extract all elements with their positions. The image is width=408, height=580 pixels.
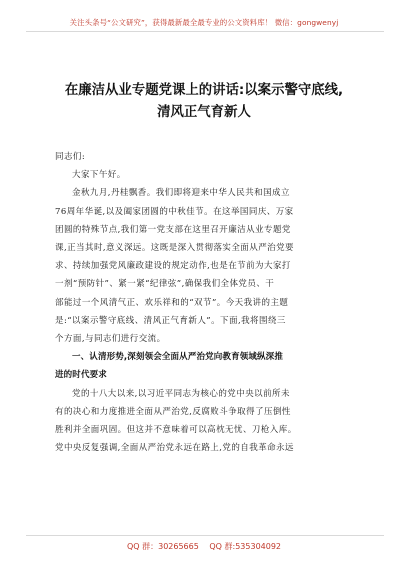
- footer-qq-group-2: QQ 群:535304092: [209, 542, 282, 551]
- title-line-1: 在廉洁从业专题党课上的讲话:以案示警守底线,: [64, 83, 344, 98]
- paragraph-line: 金秋九月,丹桂飘香。我们即将迎来中华人民共和国成立: [72, 188, 290, 199]
- paragraph-line: 求、持续加强党风廉政建设的规定动作,也是在节前为大家打: [55, 261, 291, 272]
- paragraph-line: 有的决心和力度推进全面从严治党,反腐败斗争取得了压倒性: [55, 406, 291, 417]
- header-divider: [26, 31, 384, 32]
- paragraph-line: 团圆的特殊节点,我们第一党支部在这里召开廉洁从业专题党: [55, 224, 291, 235]
- paragraph-line: 党的十八大以来,以习近平同志为核心的党中央以前所未: [72, 388, 290, 399]
- header-promo-text: 关注头条号“公文研究”，获得最新最全最专业的公文资料库！ 微信：gongwenyj: [69, 18, 339, 27]
- paragraph-line: 胜利并全面巩固。但这并不意味着可以高枕无忧、刀枪入库。: [55, 425, 297, 436]
- paragraph-line: 76周年华诞,以及阖家团圆的中秋佳节。在这举国同庆、万家: [55, 206, 294, 217]
- paragraph-section-1: [55, 385, 351, 458]
- paragraph-line: 党中央反复强调,全面从严治党永远在路上,党的自我革命永远: [55, 443, 295, 454]
- section-heading-line: 一、认清形势,深刻领会全面从严治党向教育领域纵深推: [72, 352, 283, 363]
- paragraph-line: 个方面,与同志们进行交流。: [55, 334, 166, 345]
- document-title: [0, 80, 408, 124]
- document-body: [55, 148, 351, 457]
- section-1-heading: [55, 348, 351, 384]
- footer-contact: [0, 541, 408, 552]
- paragraph-line: 是:“以案示警守底线、清风正气育新人”。下面,我将围绕三: [55, 315, 286, 326]
- footer-qq-group-1: QQ 群：30265665: [126, 542, 199, 551]
- paragraph-line: 一剂“预防针”、紧一紧“纪律弦”,确保我们全体党员、干: [55, 279, 275, 290]
- greeting: 大家下午好。: [72, 170, 126, 181]
- section-heading-line: 进的时代要求: [55, 370, 107, 381]
- footer-divider: [26, 535, 384, 536]
- salutation: 同志们:: [55, 152, 86, 162]
- paragraph-line: 部能过一个风清气正、欢乐祥和的“双节”。今天我讲的主题: [55, 297, 289, 308]
- title-line-2: 清风正气育新人: [157, 105, 251, 120]
- paragraph-intro: [55, 184, 351, 348]
- paragraph-line: 课,正当其时,意义深远。这既是深入贯彻落实全面从严治党要: [55, 243, 295, 254]
